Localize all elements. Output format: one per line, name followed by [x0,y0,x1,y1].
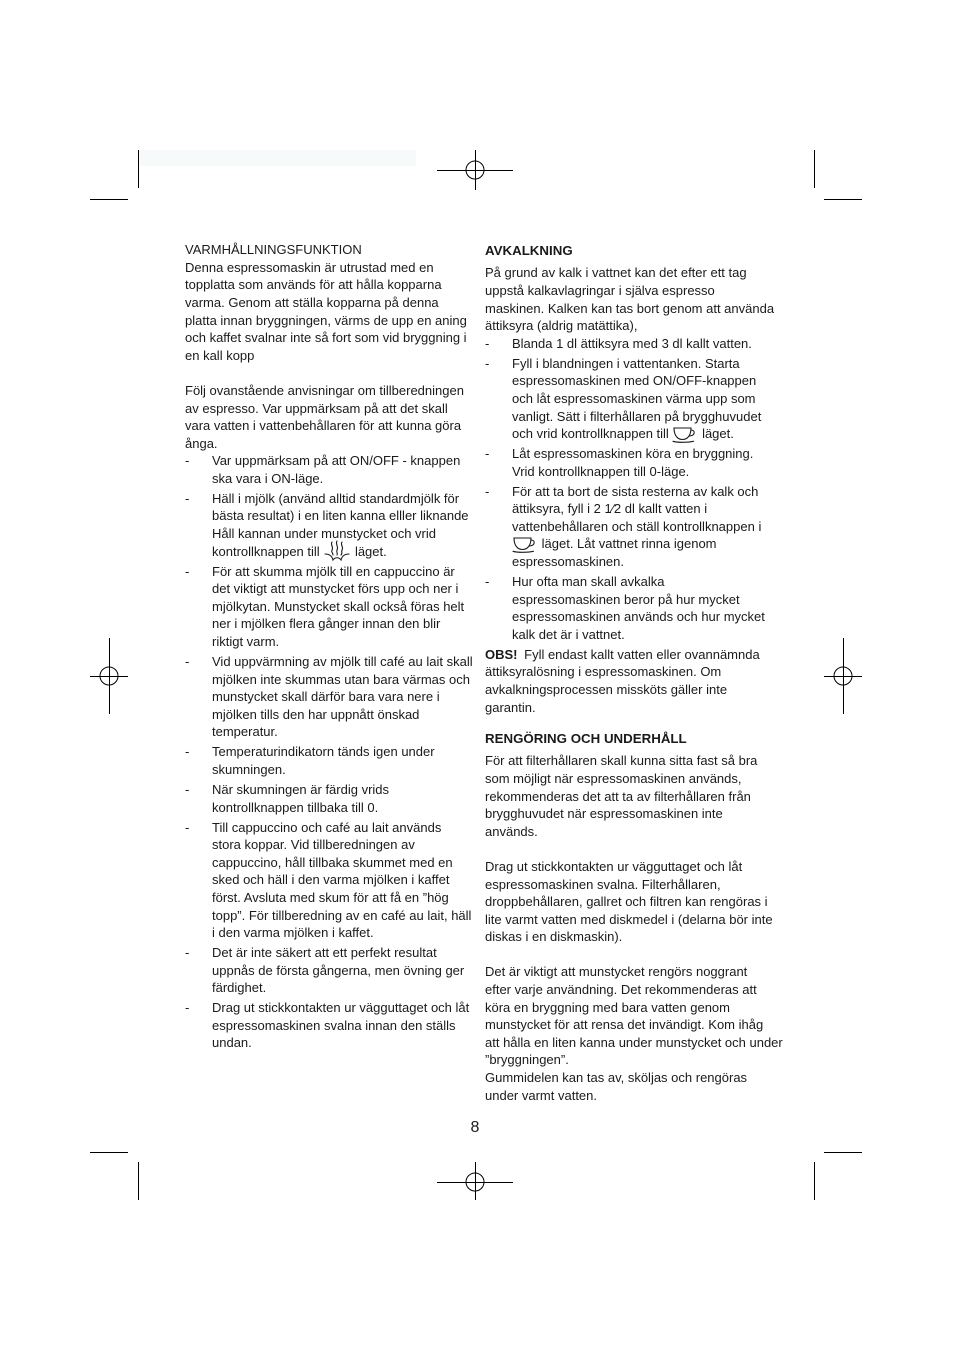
text-line: topp”. För tillberedning av en café au lait, häll [212,907,472,923]
list-item [185,452,470,487]
text-line: kontrollknappen tillbaka till 0. [212,799,379,815]
text-line: kalk det är i vattnet. [512,626,625,642]
line-text: läget. Låt vattnet rinna igenom [541,536,717,552]
section-heading: RENGÖRING OCH UNDERHÅLL [485,731,687,747]
text-line: För att skumma mjölk till en cappuccino är [212,563,455,579]
text-line: vanligt. Sätt i filterhållaren på brygghuvudet [512,408,762,424]
text-line: espressomaskinen svalna. Filterhållaren, [485,876,721,892]
bullet-dash: - [185,945,190,961]
text-line: Denna espressomaskin är utrustad med en [185,259,434,275]
text-line: vattenbehållaren och ställ kontrollknappen i [512,518,762,534]
cup-icon [512,538,538,548]
text-line: i den varma mjölken i kaffet. [212,925,374,941]
bullet-dash: - [185,490,190,506]
text-line: vara vatten i vattenbehållaren för att kunna göra [185,418,462,434]
list-item [485,573,770,643]
paragraph [485,752,770,840]
text-line: Drag ut stickkontakten ur vägguttaget och låt [485,858,743,874]
list-item [485,355,770,443]
text-line: Håll kannan under munstycket och vrid [212,526,437,542]
text-line: först. Avsluta med skum för att få en ”hög [212,889,449,905]
list-item [185,490,470,560]
text-line: efter varje användning. Det rekommenderas att [485,982,757,998]
text-line: cappuccino, håll tillbaka skummet med en [212,854,453,870]
page-number: 8 [470,1119,480,1136]
text-line: munstycket skall därför bara vara nere i [212,689,440,705]
obs-label: OBS! [485,646,518,662]
list-item [185,781,470,816]
bullet-dash: - [185,744,190,760]
text-line: espressomaskinen svalna innan den ställs [212,1017,456,1033]
bullet-list [185,452,473,1052]
text-line: På grund av kalk i vattnet kan det efter ett tag [485,265,747,281]
text-line: Temperaturindikatorn tänds igen under [212,744,435,760]
text-line: espressomaskinen används och hur mycket [512,609,765,625]
text-line: att hålla en liten kanna under munstycket och under [485,1034,783,1050]
note-paragraph [485,646,770,716]
text-line: riktigt varm. [212,634,280,650]
paragraph [485,858,773,946]
text-line: undan. [212,1035,252,1051]
text-line: Fyll i blandningen i vattentanken. Starta [512,355,740,371]
cup-icon [672,428,698,438]
text-line: espressomaskinen med ON/OFF-knappen [512,373,757,389]
print-artifact [140,150,416,166]
text-line: platta innan bryggningen, värms de upp en aning [185,312,467,328]
text-line: bästa resultat) i en liten kanna elller liknande [212,508,469,524]
bullet-dash: - [185,563,190,579]
paragraph [185,382,470,452]
text-line: varma. Genom att ställa kopparna på denna [185,294,439,310]
text-line: mjölken inte skummas utan bara värmas och [212,671,470,687]
text-line: under varmt vatten. [485,1087,597,1103]
text-line: ättiksyra (aldrig matättika), [485,318,638,334]
text-line: rekommenderas det att ta av filterhållaren från [485,788,751,804]
text-line: köra en bryggning med bara vatten genom [485,999,730,1015]
text-line: Vrid kontrollknappen till 0-läge. [512,463,690,479]
text-line: Vid uppvärmning av mjölk till café au lait skall [212,654,473,670]
list-item [485,335,770,353]
text-line: avkalkningsprocessen missköts gäller inte [485,681,728,697]
text-line: ner i mjölken flera gånger innan den blir [212,616,441,632]
text-line: Gummidelen kan tas av, sköljas och rengöras [485,1070,748,1086]
list-item [185,653,473,741]
line-text: kontrollknappen till [212,543,320,559]
text-line: Det är inte säkert att ett perfekt resultat [212,945,437,961]
text-line: och kaffet svalnar inte så fort som vid bryggning i [185,330,467,346]
text-line: och låt espressomaskinen värma upp som [512,390,756,406]
text-line: Drag ut stickkontakten ur vägguttaget och låt [212,1000,470,1016]
list-item [185,563,470,651]
text-line: Låt espressomaskinen köra en bryggning. [512,446,754,462]
text-line: För att ta bort de sista resterna av kalk och [512,483,759,499]
list-item [185,819,470,942]
text-line: lite varmt vatten med diskmedel i (delarna bör inte [485,911,773,927]
bullet-dash: - [185,1000,190,1016]
bullet-dash: - [185,654,190,670]
text-line: espressomaskinen. [512,554,624,570]
text-line: Häll i mjölk (använd alltid standardmjölk för [212,490,460,506]
list-item [185,999,470,1052]
text-line [512,535,770,553]
text-line: VARMHÅLLNINGSFUNKTION [185,242,362,258]
text-line: Följ ovanstående anvisningar om tillberedningen [185,382,464,398]
registration-mark-bottom [437,1162,513,1200]
bullet-dash: - [185,781,190,797]
text-line: sked och häll i den varma mjölken i kaffet [212,872,450,888]
line-text: och vrid kontrollknappen till [512,426,669,442]
text-line: Hur ofta man skall avkalka [512,574,665,590]
text-line: ”bryggningen”. [485,1052,569,1068]
text-line: garantin. [485,699,536,715]
text-line: det viktigt att munstycket förs upp och ner i [212,581,459,597]
text-line: espressomaskinen beror på hur mycket [512,591,740,607]
bullet-dash: - [185,819,190,835]
text-line: skumningen. [212,761,286,777]
text-line: Var uppmärksam på att ON/OFF - knappen [212,453,461,469]
right-column [485,242,783,1104]
text-line: en kall kopp [185,347,255,363]
text-line: Blanda 1 dl ättiksyra med 3 dl kallt vatten. [512,335,752,351]
steam-icon [323,546,351,556]
text-line [212,543,470,561]
bullet-dash: - [485,355,490,371]
bullet-dash: - [485,335,490,351]
blank-line [485,946,770,964]
text-line: ånga. [185,435,218,451]
bullet-dash: - [185,453,190,469]
text-line: brygghuvudet när espressomaskinen inte [485,806,723,822]
bullet-list [485,335,770,644]
text-line: ska vara i ON-läge. [212,470,324,486]
text-line: färdighet. [212,980,267,996]
bullet-dash: - [485,483,490,499]
text-line: ättiksyralösning i espressomaskinen. Om [485,664,722,680]
text-line: munstycket för att rensa det invändigt. Kom ihåg [485,1017,764,1033]
left-column [185,241,473,1052]
text-line: droppbehållaren, gallret och filtren kan rengöras i [485,894,768,910]
text-line: av espresso. Var uppmärksam på att det skall [185,400,448,416]
text-line [485,646,770,664]
blank-line [485,840,770,858]
registration-mark-right [824,638,862,714]
text-line: Det är viktigt att munstycket rengörs noggrant [485,964,748,980]
text-line: som möjligt när espressomaskinen används, [485,770,742,786]
text-line [512,425,770,443]
blank-line [185,364,470,382]
text-line: uppnås de första gångerna, men övning ger [212,962,465,978]
text-line: ättiksyra, fyll i 2 1⁄2 dl kallt vatten i [512,501,708,517]
text-line: topplatta som används för att hålla kopparna [185,277,442,293]
text-line: mjölken tills den har uppnått önskad [212,706,420,722]
text-line: För att filterhållaren skall kunna sitta fast så bra [485,753,758,769]
text-line: temperatur. [212,724,278,740]
registration-mark-top [437,150,513,190]
registration-mark-left [90,638,128,714]
list-item [185,944,470,997]
text-line: När skumningen är färdig vrids [212,781,390,797]
line-text: läget. [354,543,387,559]
paragraph [185,241,470,364]
bullet-dash: - [485,446,490,462]
list-item [485,483,770,571]
line-text: Fyll endast kallt vatten eller ovannämnda [524,646,760,662]
text-line: maskinen. Kalken kan tas bort genom att använda [485,300,775,316]
paragraph [485,963,783,1104]
text-line: Till cappuccino och café au lait används [212,819,442,835]
text-line: stora koppar. Vid tillberedningen av [212,837,415,853]
paragraph [485,264,775,334]
text-line: diskas i en diskmaskin). [485,929,623,945]
list-item [485,445,770,480]
text-line: mjölkytan. Munstycket skall också föras helt [212,598,465,614]
text-line: uppstå kalkavlagringar i själva espresso [485,282,715,298]
line-text: läget. [702,426,734,442]
section-heading: AVKALKNING [485,243,573,259]
list-item [185,743,470,778]
bullet-dash: - [485,574,490,590]
text-line: används. [485,823,538,839]
